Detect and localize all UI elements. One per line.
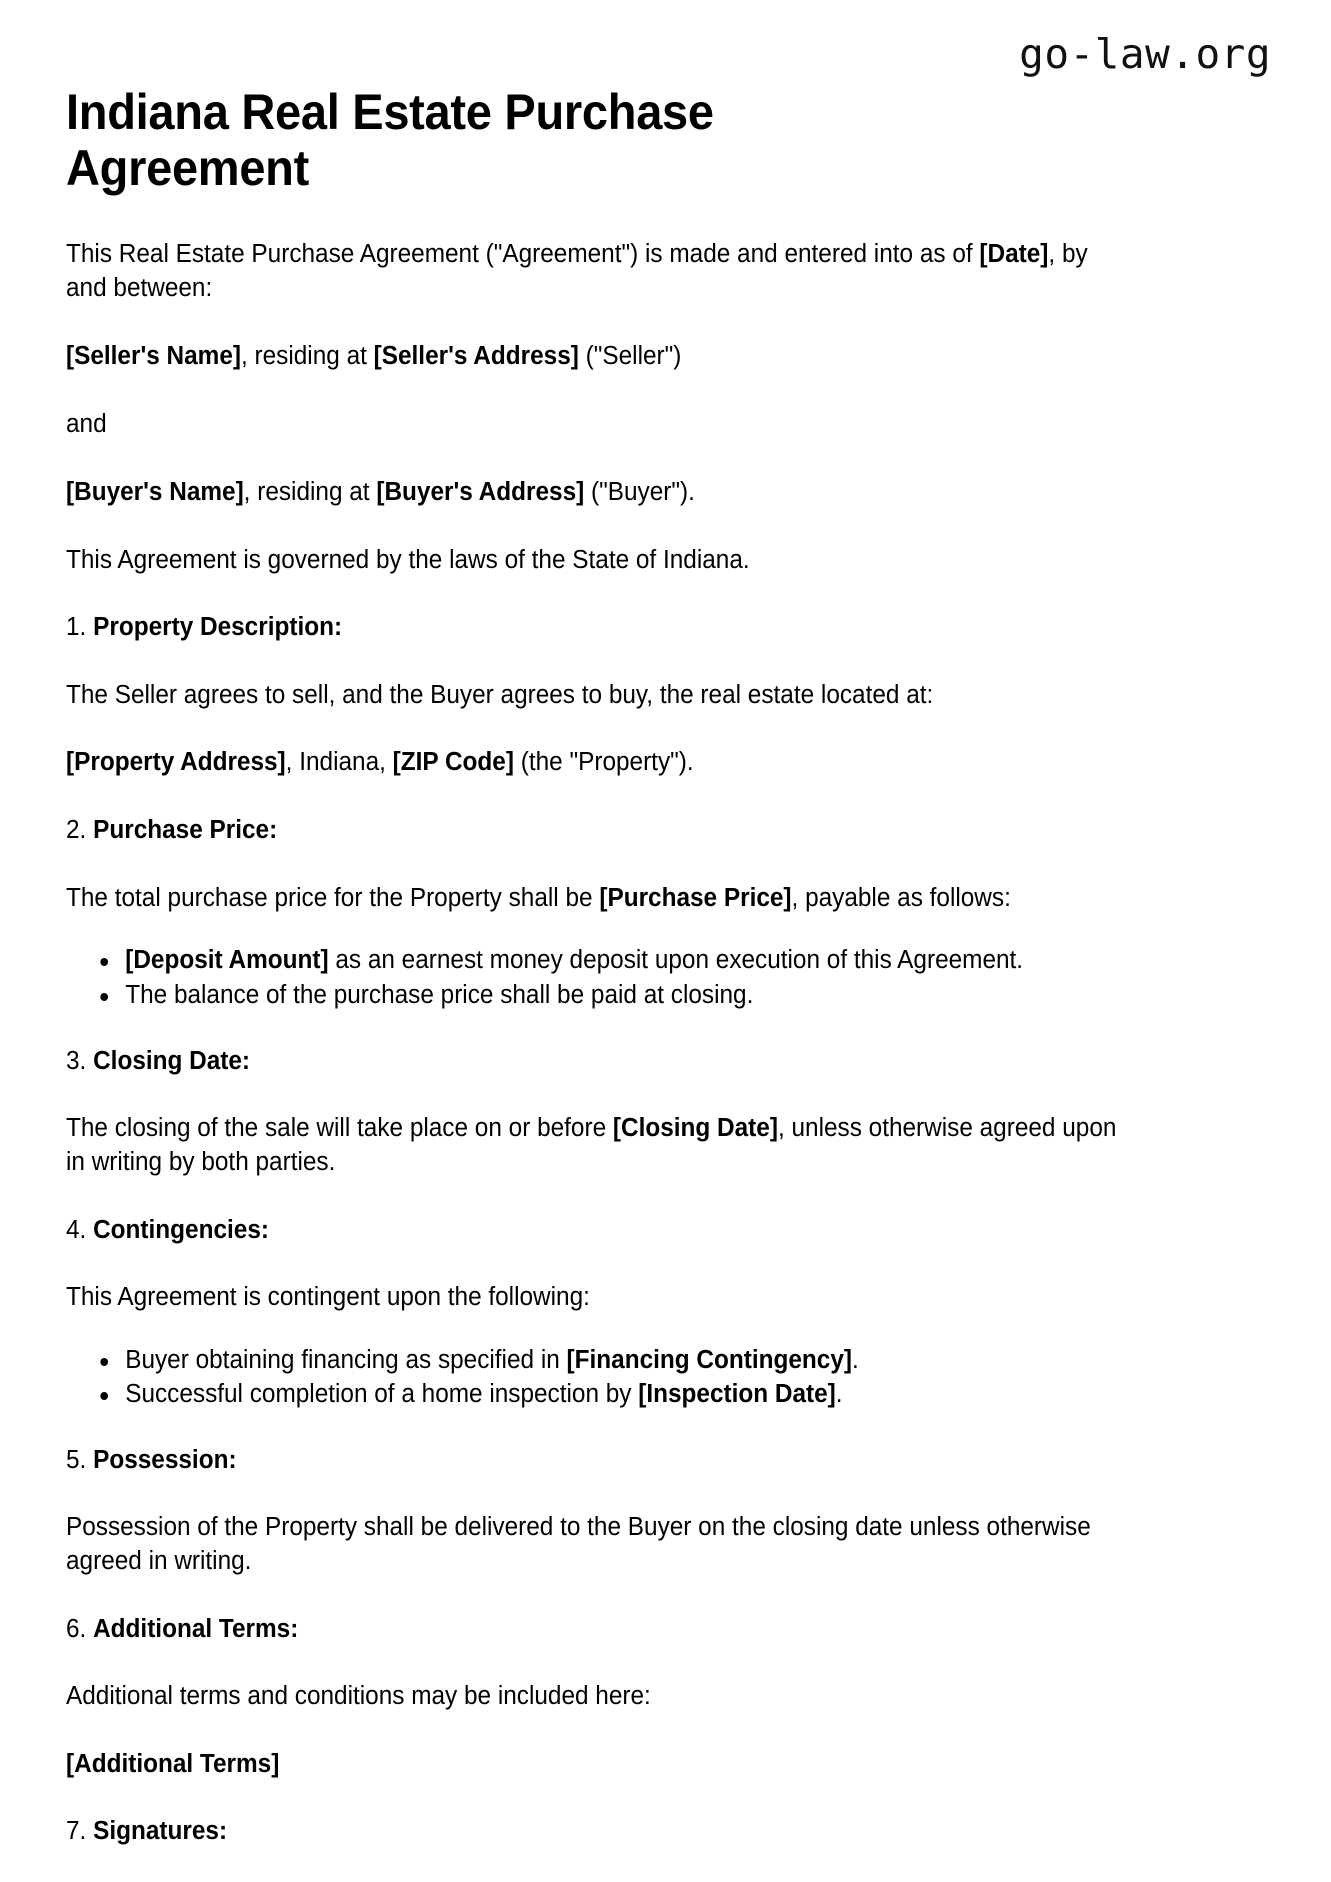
section-number-5: 5. (66, 1445, 87, 1474)
balance-bullet-text: The balance of the purchase price shall be paid at closing. (125, 981, 754, 1010)
placeholder-date: [Date] (979, 240, 1049, 268)
placeholder-closing-date: [Closing Date] (612, 1113, 778, 1142)
list-item (125, 1345, 1124, 1376)
property-address-line (66, 746, 1124, 780)
placeholder-property-address: [Property Address] (66, 748, 286, 777)
property-address-mid: , Indiana, (285, 748, 393, 777)
section-title-6: Additional Terms: (93, 1614, 299, 1643)
governing-law-paragraph: This Agreement is governed by the laws of the State of Indiana. (66, 545, 750, 574)
placeholder-deposit-amount: [Deposit Amount] (125, 946, 329, 975)
section-heading-additional-terms (66, 1613, 1124, 1646)
placeholder-seller-address: [Seller's Address] (373, 341, 579, 370)
possession-body: Possession of the Property shall be delivered to the Buyer on the closing date unless otherwise agreed in writing. (66, 1512, 1091, 1575)
contingencies-body: This Agreement is contingent upon the following: (66, 1282, 590, 1311)
intro-text-pre: This Real Estate Purchase Agreement ("Agreement") is made and entered into as of (66, 240, 980, 268)
closing-date-post: , unless otherwise agreed upon in writing by both parties. (66, 1113, 1117, 1176)
deposit-bullet-text: as an earnest money deposit upon execution of this Agreement. (328, 946, 1024, 975)
section-title-1: Property Description: (93, 613, 343, 642)
section-number-1: 1. (66, 613, 87, 642)
placeholder-seller-name: [Seller's Name] (66, 341, 241, 370)
placeholder-additional-terms: [Additional Terms] (66, 1749, 280, 1778)
section-heading-signatures (66, 1815, 1124, 1848)
seller-mid-text: , residing at (240, 341, 374, 370)
buyer-post-text: ("Buyer"). (584, 477, 695, 506)
placeholder-buyer-address: [Buyer's Address] (376, 477, 585, 506)
seller-paragraph (66, 340, 1124, 374)
document-content (66, 84, 1174, 1882)
section-number-3: 3. (66, 1046, 87, 1075)
inspection-bullet-pre: Successful completion of a home inspection by (125, 1380, 639, 1409)
section-title-3: Closing Date: (93, 1046, 251, 1075)
intro-text-post: , by and between: (66, 240, 1088, 302)
section-title-4: Contingencies: (93, 1215, 269, 1244)
intro-paragraph (66, 238, 1124, 306)
property-address-post: (the "Property"). (513, 748, 694, 777)
section-number-4: 4. (66, 1215, 87, 1244)
and-connector: and (66, 409, 107, 438)
placeholder-zip-code: [ZIP Code] (392, 748, 514, 777)
section-heading-purchase-price (66, 814, 1124, 847)
section-number-6: 6. (66, 1614, 87, 1643)
purchase-price-body (66, 882, 1124, 916)
buyer-paragraph (66, 476, 1124, 510)
contingencies-bullet-list (66, 1345, 1124, 1410)
section-number-2: 2. (66, 816, 87, 845)
section-number-7: 7. (66, 1816, 87, 1845)
section-title-5: Possession: (93, 1445, 237, 1474)
property-description-body: The Seller agrees to sell, and the Buyer agrees to buy, the real estate located at: (66, 680, 934, 709)
section-title-2: Purchase Price: (93, 816, 278, 845)
closing-date-pre: The closing of the sale will take place on or before (66, 1113, 613, 1142)
financing-bullet-pre: Buyer obtaining financing as specified in (125, 1345, 567, 1374)
placeholder-purchase-price: [Purchase Price] (599, 883, 792, 912)
list-item (125, 945, 1124, 976)
placeholder-financing-contingency: [Financing Contingency] (566, 1345, 853, 1374)
purchase-price-pre: The total purchase price for the Property shall be (66, 883, 600, 912)
buyer-mid-text: , residing at (243, 477, 377, 506)
placeholder-inspection-date: [Inspection Date] (638, 1380, 836, 1409)
inspection-bullet-post: . (835, 1380, 843, 1409)
purchase-price-bullet-list (66, 945, 1124, 1010)
financing-bullet-post: . (852, 1345, 859, 1374)
seller-post-text: ("Seller") (578, 341, 682, 370)
list-item (125, 1379, 1124, 1410)
section-heading-contingencies (66, 1214, 1124, 1247)
list-item (125, 980, 1124, 1011)
page-title: Indiana Real Estate Purchase Agreement (66, 84, 714, 196)
site-brand-watermark: go-law.org (1019, 30, 1271, 78)
closing-date-body (66, 1112, 1124, 1180)
additional-terms-body: Additional terms and conditions may be included here: (66, 1681, 651, 1710)
section-heading-property-description (66, 611, 1124, 644)
section-heading-possession (66, 1444, 1124, 1477)
placeholder-buyer-name: [Buyer's Name] (66, 477, 244, 506)
purchase-price-post: , payable as follows: (791, 883, 1011, 912)
section-heading-closing-date (66, 1045, 1124, 1078)
section-title-7: Signatures: (93, 1816, 228, 1845)
